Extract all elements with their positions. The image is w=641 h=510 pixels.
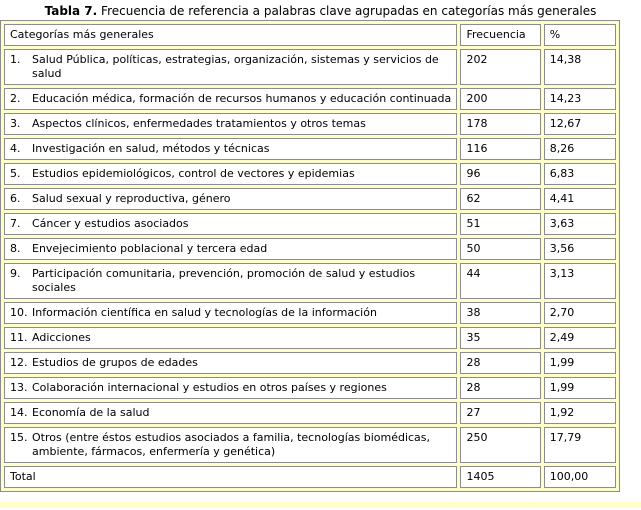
row-percent: 14,23 xyxy=(544,88,616,110)
row-percent: 1,99 xyxy=(544,377,616,399)
table-row xyxy=(4,427,616,463)
row-frequency: 200 xyxy=(460,88,540,110)
category-cell xyxy=(4,427,457,463)
row-category: Salud sexual y reproductiva, género xyxy=(32,192,231,205)
table-row xyxy=(4,263,616,299)
row-category: Investigación en salud, métodos y técnicas xyxy=(32,142,270,155)
row-number: 5. xyxy=(10,167,21,180)
row-number: 7. xyxy=(10,217,21,230)
row-number: 3. xyxy=(10,117,21,130)
row-number: 12. xyxy=(10,356,28,369)
row-frequency: 28 xyxy=(460,352,540,374)
row-frequency: 62 xyxy=(460,188,540,210)
row-category: Estudios epidemiológicos, control de vectores y epidemias xyxy=(32,167,355,180)
row-percent: 3,63 xyxy=(544,213,616,235)
row-category: Envejecimiento poblacional y tercera edad xyxy=(32,242,268,255)
row-percent: 14,38 xyxy=(544,49,616,85)
table-row xyxy=(4,113,616,135)
row-percent: 2,49 xyxy=(544,327,616,349)
row-percent: 6,83 xyxy=(544,163,616,185)
row-frequency: 202 xyxy=(460,49,540,85)
row-percent: 1,92 xyxy=(544,402,616,424)
row-category: Economía de la salud xyxy=(32,406,150,419)
category-cell xyxy=(4,188,457,210)
table-row xyxy=(4,302,616,324)
table-caption-label: Tabla 7. xyxy=(44,4,98,18)
category-cell xyxy=(4,213,457,235)
row-frequency: 44 xyxy=(460,263,540,299)
row-frequency: 28 xyxy=(460,377,540,399)
table-row xyxy=(4,327,616,349)
row-percent: 1,99 xyxy=(544,352,616,374)
table-caption xyxy=(29,4,613,18)
row-category: Estudios de grupos de edades xyxy=(32,356,198,369)
category-cell xyxy=(4,238,457,260)
frequency-table xyxy=(0,20,620,492)
row-frequency: 38 xyxy=(460,302,540,324)
row-percent: 17,79 xyxy=(544,427,616,463)
row-frequency: 250 xyxy=(460,427,540,463)
row-number: 13. xyxy=(10,381,28,394)
row-category: Cáncer y estudios asociados xyxy=(32,217,189,230)
total-label: Total xyxy=(4,466,457,488)
table-row xyxy=(4,352,616,374)
category-cell xyxy=(4,402,457,424)
row-frequency: 96 xyxy=(460,163,540,185)
table-row xyxy=(4,138,616,160)
table-body xyxy=(4,49,616,463)
category-cell xyxy=(4,327,457,349)
table-row xyxy=(4,49,616,85)
row-number: 8. xyxy=(10,242,21,255)
row-frequency: 51 xyxy=(460,213,540,235)
row-category: Información científica en salud y tecnologías de la información xyxy=(32,306,377,319)
row-percent: 8,26 xyxy=(544,138,616,160)
header-categories: Categorías más generales xyxy=(4,24,457,46)
row-percent: 3,56 xyxy=(544,238,616,260)
total-row xyxy=(4,466,616,488)
row-number: 4. xyxy=(10,142,21,155)
row-category: Otros (entre éstos estudios asociados a familia, tecnologías biomédicas, ambiente, fármacos, enfermería y genética) xyxy=(32,431,431,458)
row-number: 11. xyxy=(10,331,28,344)
row-number: 15. xyxy=(10,431,28,444)
row-frequency: 27 xyxy=(460,402,540,424)
row-category: Adicciones xyxy=(32,331,91,344)
category-cell xyxy=(4,263,457,299)
row-number: 9. xyxy=(10,267,21,280)
header-percent: % xyxy=(544,24,616,46)
table-caption-text: Frecuencia de referencia a palabras clave agrupadas en categorías más generales xyxy=(101,4,597,18)
bottom-divider-bar xyxy=(0,502,641,507)
table-row xyxy=(4,163,616,185)
row-category: Aspectos clínicos, enfermedades tratamientos y otros temas xyxy=(32,117,366,130)
total-percent: 100,00 xyxy=(544,466,616,488)
table-row xyxy=(4,88,616,110)
row-percent: 12,67 xyxy=(544,113,616,135)
table-row xyxy=(4,238,616,260)
row-frequency: 178 xyxy=(460,113,540,135)
row-category: Salud Pública, políticas, estrategias, organización, sistemas y servicios de salud xyxy=(32,53,439,80)
row-number: 6. xyxy=(10,192,21,205)
table-row xyxy=(4,188,616,210)
table-row xyxy=(4,402,616,424)
category-cell xyxy=(4,377,457,399)
row-percent: 2,70 xyxy=(544,302,616,324)
table-row xyxy=(4,377,616,399)
category-cell xyxy=(4,352,457,374)
row-percent: 3,13 xyxy=(544,263,616,299)
row-category: Educación médica, formación de recursos humanos y educación continuada xyxy=(32,92,452,105)
header-frecuencia: Frecuencia xyxy=(460,24,540,46)
category-cell xyxy=(4,302,457,324)
row-number: 10. xyxy=(10,306,28,319)
row-number: 1. xyxy=(10,53,21,66)
category-cell xyxy=(4,138,457,160)
category-cell xyxy=(4,88,457,110)
row-category: Colaboración internacional y estudios en otros países y regiones xyxy=(32,381,387,394)
category-cell xyxy=(4,163,457,185)
total-frequency: 1405 xyxy=(460,466,540,488)
row-frequency: 116 xyxy=(460,138,540,160)
table-header-row xyxy=(4,24,616,46)
row-frequency: 50 xyxy=(460,238,540,260)
row-number: 14. xyxy=(10,406,28,419)
category-cell xyxy=(4,113,457,135)
category-cell xyxy=(4,49,457,85)
row-percent: 4,41 xyxy=(544,188,616,210)
row-number: 2. xyxy=(10,92,21,105)
row-category: Participación comunitaria, prevención, promoción de salud y estudios sociales xyxy=(32,267,416,294)
row-frequency: 35 xyxy=(460,327,540,349)
table-row xyxy=(4,213,616,235)
